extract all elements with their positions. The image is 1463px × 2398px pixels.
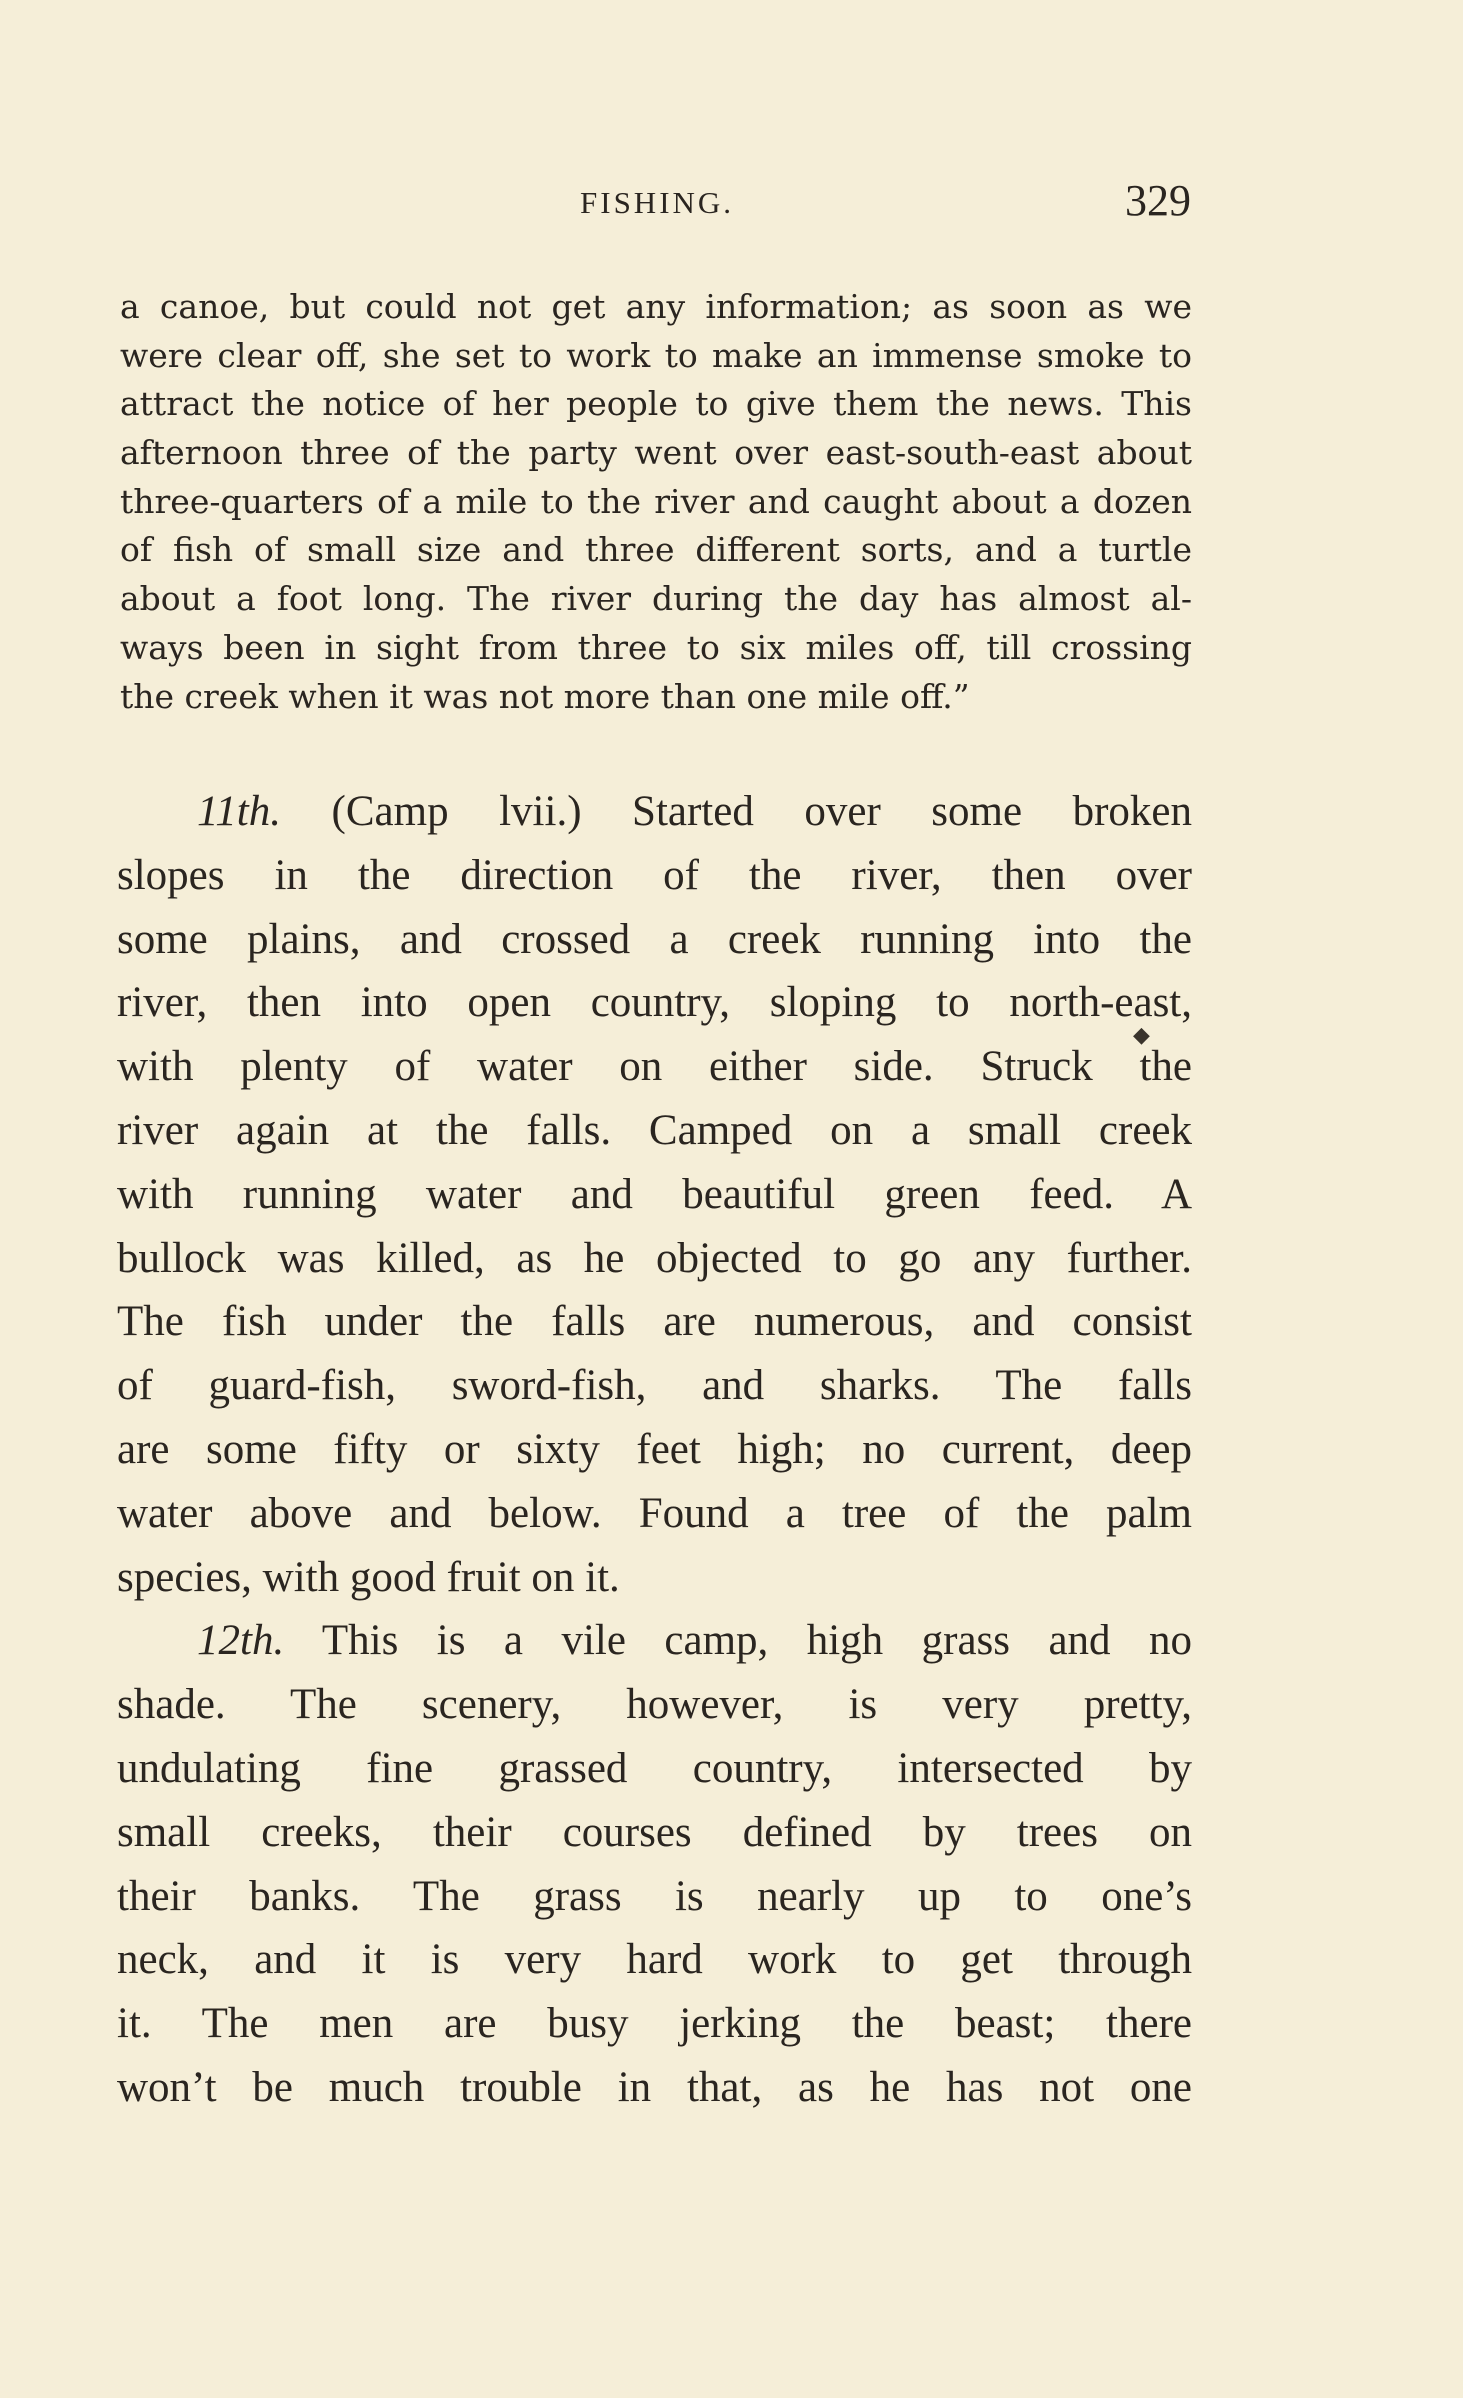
entry-date: 11th. [197, 788, 282, 835]
entry-12-first-line [117, 1609, 1192, 1673]
quote-line: a canoe, but could not get any information; as soon as we [120, 287, 1192, 326]
body-line: small creeks, their courses defined by trees on [117, 1808, 1192, 1856]
body-line: species, with good fruit on it. [117, 1553, 620, 1601]
entry-text: This is a vile camp, high grass and no [321, 1617, 1192, 1665]
body-line: with running water and beautiful green feed. A [117, 1170, 1192, 1218]
entry-11-first-line [117, 780, 1192, 844]
body-line: The fish under the falls are numerous, and consist [117, 1298, 1192, 1346]
body-line: bullock was killed, as he objected to go any further. [117, 1234, 1192, 1282]
body-line: undulating fine grassed country, intersected by [117, 1744, 1192, 1792]
body-line: won’t be much trouble in that, as he has not one [117, 2063, 1192, 2111]
ink-mark-icon: ◆ [1133, 1023, 1150, 1048]
body-line: some plains, and crossed a creek running into the [117, 915, 1192, 963]
body-line: river again at the falls. Camped on a small creek [117, 1106, 1192, 1154]
quote-line: attract the notice of her people to give them the news. This [120, 384, 1192, 424]
quote-line: afternoon three of the party went over east-south-east about [120, 433, 1192, 473]
body-text [117, 780, 1192, 2120]
quote-line: about a foot long. The river during the day has almost al- [120, 579, 1192, 619]
body-line: slopes in the direction of the river, then over [117, 851, 1192, 899]
running-title: FISHING. [580, 185, 735, 220]
body-line: shade. The scenery, however, is very pretty, [117, 1681, 1192, 1729]
body-line: river, then into open country, sloping to north-east, [117, 979, 1192, 1027]
page-number: 329 [1125, 176, 1191, 225]
quote-line: ways been in sight from three to six miles off, till crossing [120, 627, 1192, 667]
body-line: of guard-fish, sword-fish, and sharks. The falls [117, 1362, 1192, 1410]
page-header [0, 175, 1463, 235]
body-line: with plenty of water on either side. Struck the [117, 1043, 1192, 1091]
quote-line: three-quarters of a mile to the river and caught about a dozen [120, 481, 1192, 521]
body-line: their banks. The grass is nearly up to one’s [117, 1872, 1192, 1920]
body-line: it. The men are busy jerking the beast; there [117, 2000, 1192, 2048]
entry-text: (Camp lvii.) Started over some broken [331, 788, 1192, 835]
body-line: are some fifty or sixty feet high; no current, deep [117, 1425, 1192, 1473]
entry-date: 12th. [197, 1617, 285, 1665]
body-line: water above and below. Found a tree of the palm [117, 1489, 1192, 1537]
quoted-passage [120, 283, 1192, 721]
quote-line: of fish of small size and three different sorts, and a turtle [120, 530, 1192, 570]
quote-line: the creek when it was not more than one mile off.” [120, 676, 970, 716]
body-line: neck, and it is very hard work to get through [117, 1936, 1192, 1984]
quote-line: were clear off, she set to work to make an immense smoke to [120, 335, 1192, 375]
